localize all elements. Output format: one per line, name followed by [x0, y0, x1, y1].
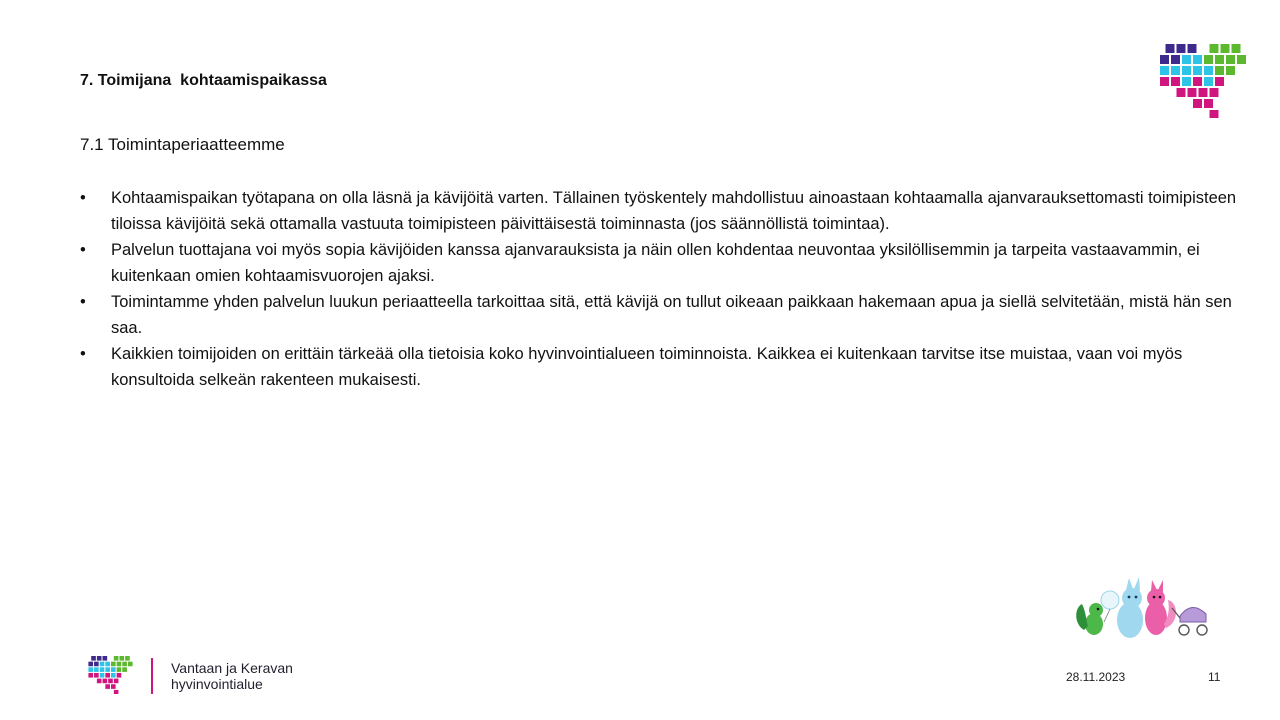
logo-pixel [105, 662, 110, 667]
section-subheading: 7.1 Toimintaperiaatteemme [80, 135, 285, 154]
logo-pixel [1215, 77, 1224, 86]
logo-pixel [1232, 44, 1241, 53]
logo-pixel [117, 667, 122, 672]
logo-pixel [97, 656, 102, 661]
slide-title: 7. Toimijana kohtaamispaikassa [80, 72, 327, 89]
logo-pixel [1199, 88, 1208, 97]
logo-pixel [1210, 88, 1219, 97]
animal-mascots-icon [1072, 572, 1212, 644]
logo-pixel [128, 662, 133, 667]
org-name-line1: Vantaan ja Keravan [171, 660, 293, 676]
green-squirrel [1076, 603, 1103, 635]
logo-pixel [1182, 55, 1191, 64]
bullet-item [80, 237, 1240, 289]
logo-pixel [1221, 44, 1230, 53]
logo-pixel [122, 667, 127, 672]
logo-pixel [1193, 77, 1202, 86]
logo-pixel [105, 673, 110, 678]
logo-pixel [111, 684, 116, 689]
logo-pixel [88, 673, 93, 678]
bullet-text: Kaikkien toimijoiden on erittäin tärkeää olla tietoisia koko hyvinvointialueen toiminnoista. Kaikkea ei kuitenkaan tarvitse itse muistaa, vaan voi myös konsultoida selkeän rakenteen mukaisesti. [111, 345, 1183, 389]
pink-squirrel [1145, 580, 1176, 635]
bullet-text: Toimintamme yhden palvelun luukun periaatteella tarkoittaa sitä, että kävijä on tullut oikeaan paikkaan hakemaan apua ja siellä selvitetään, mistä hän sen saa. [111, 293, 1232, 337]
logo-pixel [114, 656, 119, 661]
organization-name [171, 660, 293, 692]
bullet-dot: • [80, 189, 86, 207]
logo-pixel [94, 662, 99, 667]
logo-pixel [1171, 77, 1180, 86]
logo-pixel [1193, 66, 1202, 75]
logo-pixel [125, 656, 130, 661]
blue-animal [1117, 577, 1143, 638]
bullet-list [80, 185, 1240, 393]
footer-divider [151, 658, 153, 694]
logo-pixel [1226, 66, 1235, 75]
bullet-item [80, 341, 1240, 393]
logo-pixel [94, 673, 99, 678]
logo-pixel [1215, 66, 1224, 75]
logo-pixel [1177, 88, 1186, 97]
logo-pixel [103, 656, 108, 661]
logo-pixel [111, 662, 116, 667]
logo-pixel [1188, 44, 1197, 53]
logo-pixel [1193, 55, 1202, 64]
bullet-item [80, 185, 1240, 237]
bullet-text: Kohtaamispaikan työtapana on olla läsnä ja kävijöitä varten. Tällainen työskentely mahdollistuu ainoastaan kohtaamalla ajanvarauksettomasti toimipisteen tiloissa kävijöitä sekä ottamalla vastuuta toimipisteen päivittäisestä toiminnasta (jos säännöllistä toimintaa). [111, 189, 1237, 233]
logo-pixel [97, 679, 102, 684]
logo-pixel [100, 673, 105, 678]
logo-pixel [88, 667, 93, 672]
logo-pixel [117, 673, 122, 678]
logo-pixel [1188, 88, 1197, 97]
logo-pixel [1204, 99, 1213, 108]
logo-pixel [100, 667, 105, 672]
footer-date: 28.11.2023 [1066, 670, 1126, 684]
logo-pixel [117, 662, 122, 667]
logo-pixel [108, 679, 113, 684]
logo-pixel [105, 684, 110, 689]
logo-pixel [1160, 77, 1169, 86]
bullet-dot: • [80, 293, 86, 311]
logo-pixel [1193, 99, 1202, 108]
logo-pixel [1177, 44, 1186, 53]
logo-pixel [1160, 66, 1169, 75]
org-name-line2: hyvinvointialue [171, 676, 263, 692]
logo-pixel [1182, 66, 1191, 75]
bullet-dot: • [80, 345, 86, 363]
logo-pixel [94, 667, 99, 672]
page-number: 11 [1208, 670, 1221, 684]
bullet-text: Palvelun tuottajana voi myös sopia kävijöiden kanssa ajanvarauksista ja näin ollen kohdentaa neuvontaa yksilöllisemmin ja tarpeita vastaavammin, ei kuitenkaan omien kohtaamisvuorojen ajaksi. [111, 241, 1200, 285]
bullet-item [80, 289, 1240, 341]
logo-pixel [1182, 77, 1191, 86]
logo-pixel [1204, 77, 1213, 86]
logo-pixel [1171, 55, 1180, 64]
logo-pixel [88, 662, 93, 667]
bullet-dot: • [80, 241, 86, 259]
logo-pixel [1171, 66, 1180, 75]
logo-pixel [1226, 55, 1235, 64]
logo-pixel [1215, 55, 1224, 64]
logo-pixel [114, 679, 119, 684]
logo-pixel [114, 690, 119, 694]
logo-pixel [111, 667, 116, 672]
logo-pixel [91, 656, 96, 661]
logo-pixel [1210, 44, 1219, 53]
footer-heart-logo-icon [88, 656, 134, 694]
logo-pixel [105, 667, 110, 672]
logo-pixel [1160, 55, 1169, 64]
logo-pixel [1210, 110, 1219, 118]
logo-pixel [1204, 66, 1213, 75]
logo-pixel [119, 656, 124, 661]
stroller [1172, 607, 1207, 635]
logo-pixel [111, 673, 116, 678]
logo-pixel [1166, 44, 1175, 53]
logo-pixel [122, 662, 127, 667]
logo-pixel [1237, 55, 1246, 64]
logo-pixel [100, 662, 105, 667]
heart-pixel-logo-icon [1160, 44, 1248, 118]
logo-pixel [1204, 55, 1213, 64]
logo-pixel [103, 679, 108, 684]
